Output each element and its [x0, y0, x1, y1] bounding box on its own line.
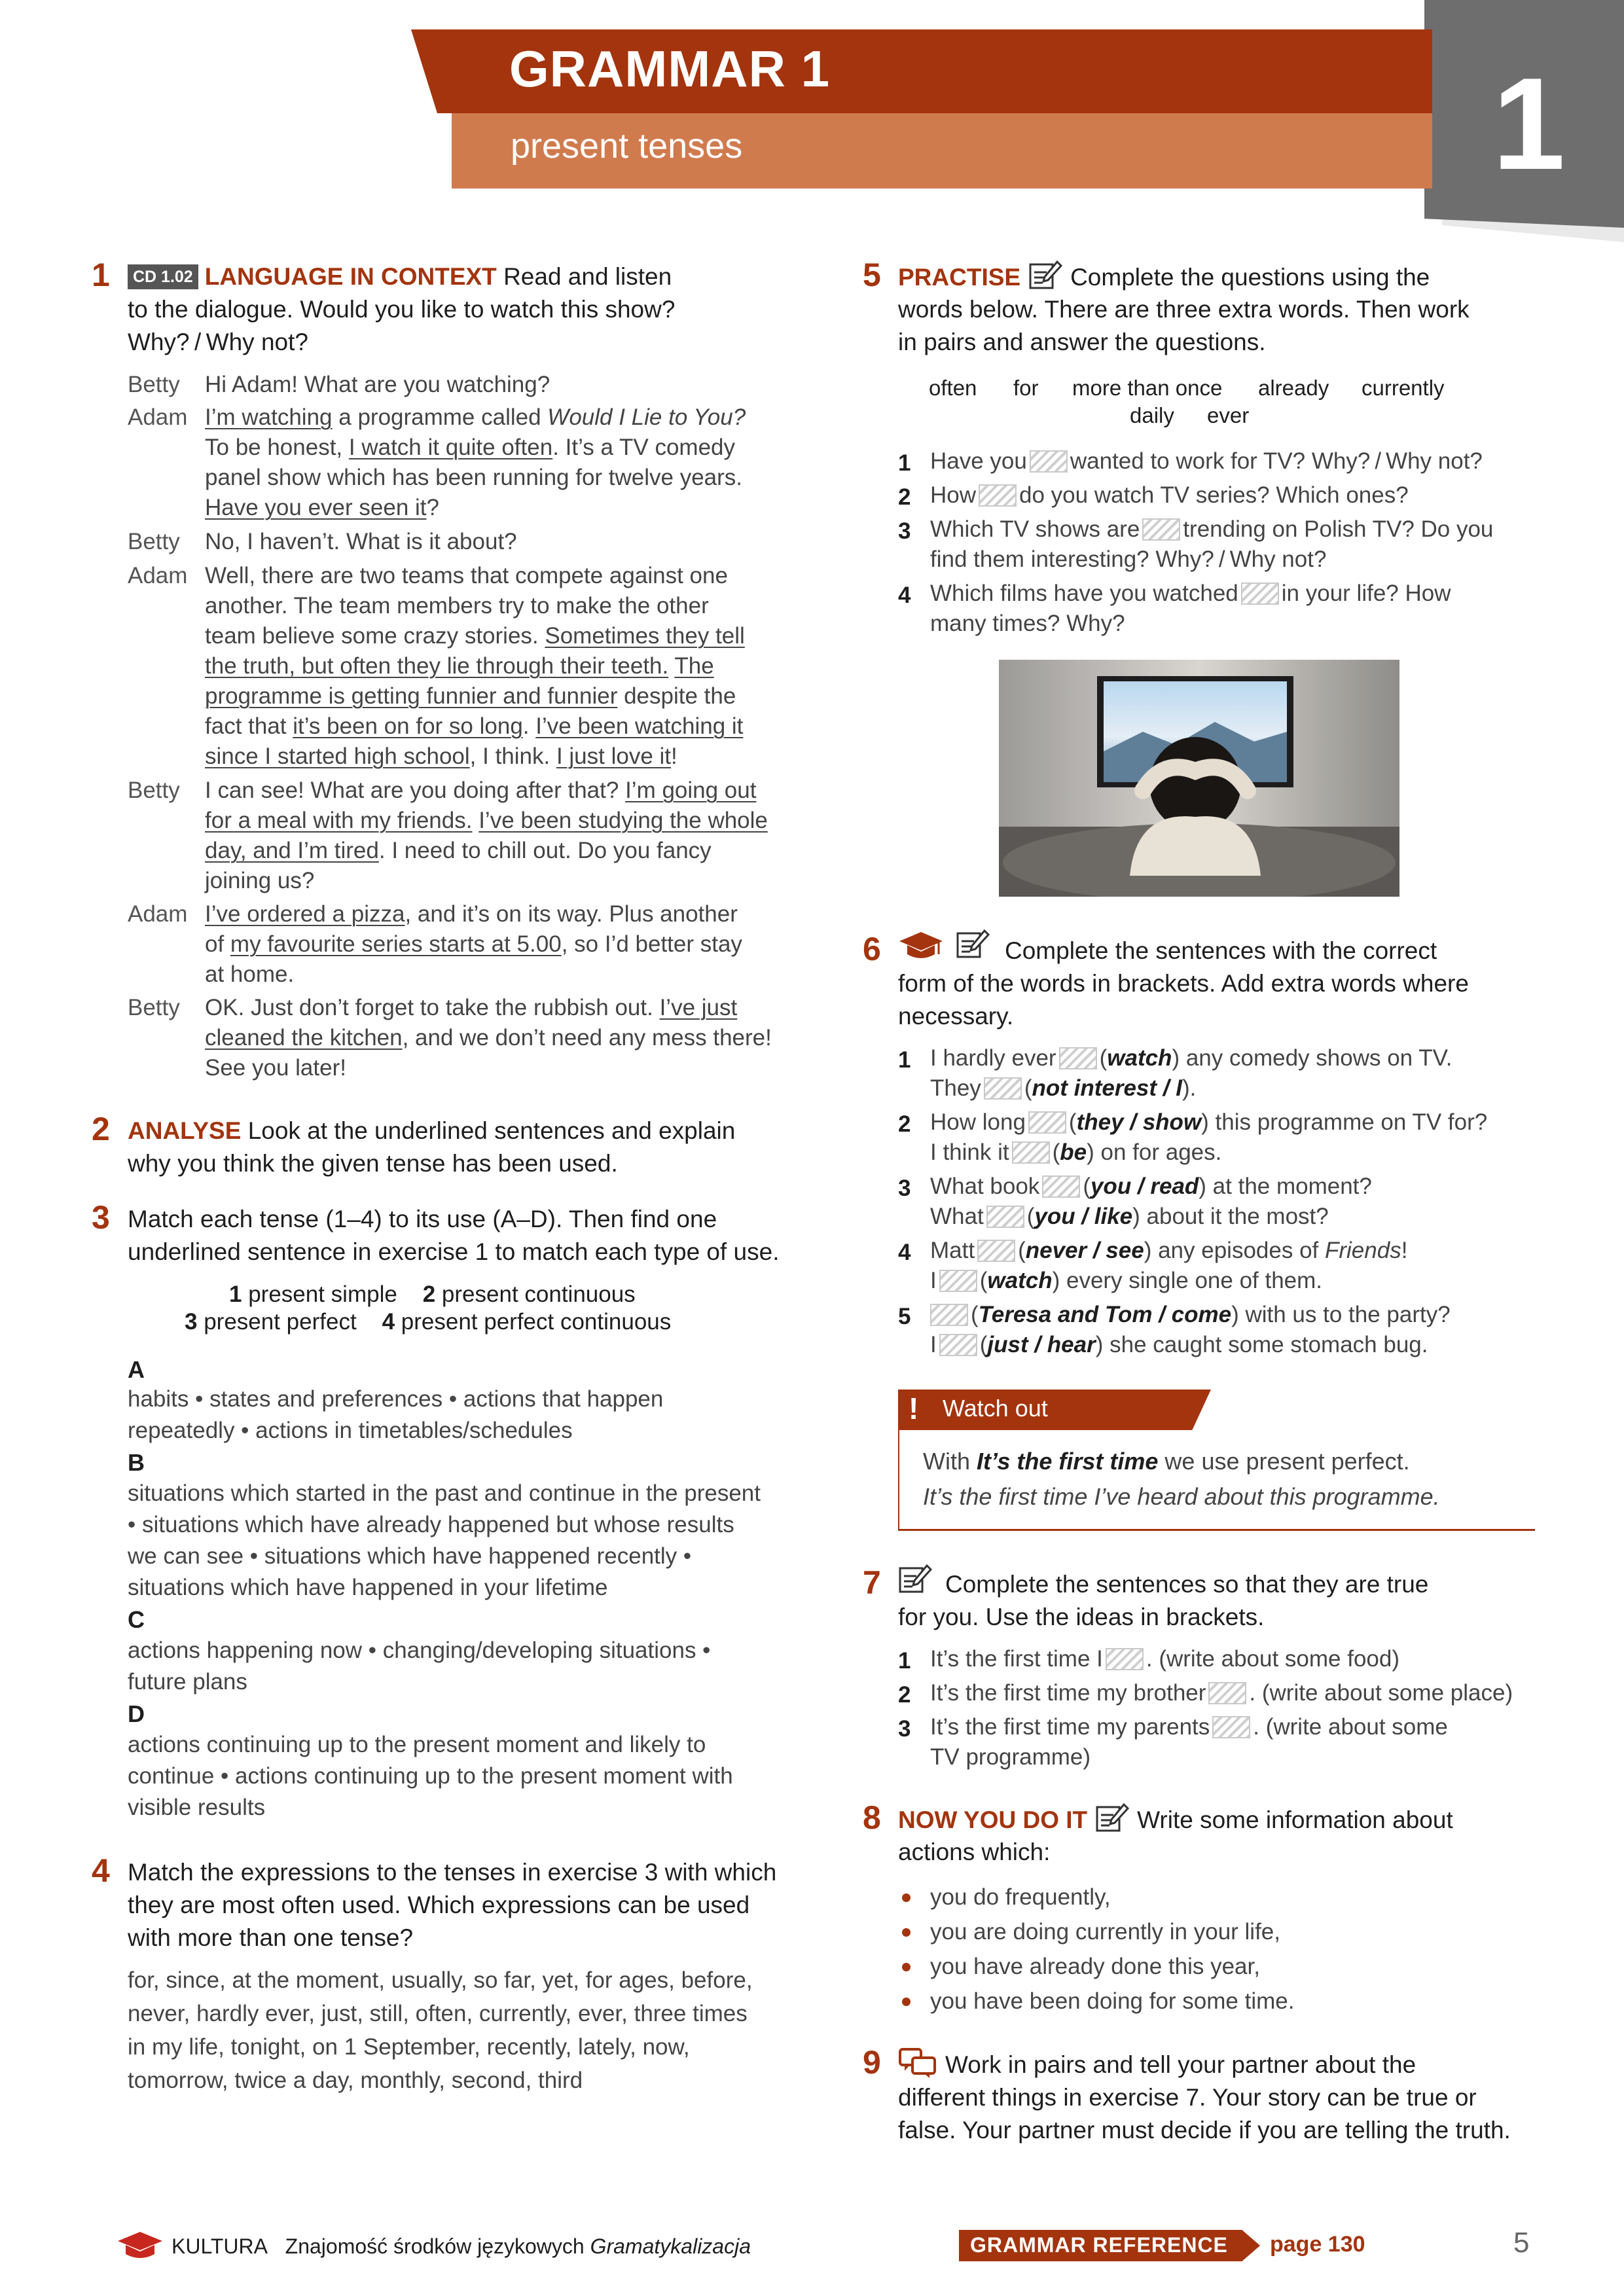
watch-out-rule: With It’s the first time we use present perfect. — [923, 1448, 1410, 1475]
answer-gap[interactable] — [939, 1270, 977, 1292]
footer-series: KULTURA Znajomość środków językowych Gramatykalizacja — [171, 2234, 751, 2258]
bullet — [902, 1963, 911, 1971]
use-b-line: situations which have happened in your lifetime — [128, 1575, 608, 1600]
dialogue-line: of my favourite series starts at 5.00, so I’d better stay — [205, 931, 742, 957]
page-subtitle: present tenses — [511, 126, 743, 166]
exercise-1-instruction-text: Read and listen — [503, 263, 672, 290]
use-heading-c: C — [128, 1606, 145, 1633]
exercise-5-instruction-line-2: words below. There are three extra words. Then work — [898, 296, 1470, 323]
exercise-1-instruction-line-1 — [128, 260, 672, 293]
dialogue-line: since I started high school, I think. I just love it! — [205, 744, 677, 769]
dialogue-line: another. The team members try to make the other — [205, 593, 709, 619]
sentence-number: 2 — [898, 1111, 911, 1137]
exercise-2-label: ANALYSE — [128, 1117, 242, 1144]
word-box-item: ever — [1207, 403, 1250, 427]
dialogue-line: I’m watching a programme called Would I Lie to You? — [205, 404, 746, 430]
exercise-9-instruction-line-1: Work in pairs and tell your partner about the — [945, 2051, 1416, 2078]
page-title: GRAMMAR 1 — [509, 40, 830, 98]
sentence-number: 2 — [898, 1682, 911, 1708]
dialogue-line: team believe some crazy stories. Sometimes they tell — [205, 623, 745, 649]
use-heading-d: D — [128, 1700, 145, 1727]
sentence-text: How long (they / show) this programme on TV for? — [930, 1109, 1488, 1135]
question-text: Which films have you watched in your life? How — [930, 581, 1451, 606]
bullet-item: you do frequently, — [930, 1884, 1111, 1910]
exercise-6-instruction-line-1: Complete the sentences with the correct — [1005, 937, 1437, 964]
sentence-text: I think it (be) on for ages. — [930, 1139, 1222, 1165]
sentence-text: What (you / like) about it the most? — [930, 1204, 1329, 1229]
use-d-line: continue • actions continuing up to the present moment with — [128, 1763, 733, 1789]
expressions-line: never, hardly ever, just, still, often, currently, ever, three times — [128, 2001, 748, 2026]
dialogue-line: Hi Adam! What are you watching? — [205, 372, 550, 397]
use-b-line: • situations which have already happened but whose results — [128, 1512, 734, 1537]
exercise-8-label: NOW YOU DO IT — [898, 1806, 1088, 1833]
speaker-adam: Adam — [128, 563, 188, 588]
exercise-5-instruction-line-3: in pairs and answer the questions. — [898, 329, 1266, 355]
use-a-line: repeatedly • actions in timetables/schedules — [128, 1418, 573, 1443]
dialogue-line: See you later! — [205, 1055, 346, 1081]
dialogue-line: for a meal with my friends. I’ve been studying the whole — [205, 808, 768, 833]
sentence-text: It’s the first time my brother . (write about some place) — [930, 1680, 1513, 1706]
sentence-text: (Teresa and Tom / come) with us to the party? — [930, 1300, 1451, 1330]
exercise-6-instruction-line-3: necessary. — [898, 1003, 1014, 1030]
dialogue-line: day, and I’m tired. I need to chill out. Do you fancy — [205, 838, 712, 863]
answer-gap[interactable] — [1042, 1175, 1080, 1198]
exclamation-icon: ! — [909, 1391, 919, 1426]
exercise-1-instruction-line-2: to the dialogue. Would you like to watch this show? — [128, 296, 676, 323]
question-text: Which TV shows are trending on Polish TV? Do you — [930, 516, 1494, 542]
question-number: 4 — [898, 583, 911, 608]
speaker-betty: Betty — [128, 529, 180, 554]
exercise-3-instruction-line-1: Match each tense (1–4) to its use (A–D). Then find one — [128, 1206, 717, 1232]
exercise-1-label: LANGUAGE IN CONTEXT — [204, 263, 497, 290]
exercise-5-label: PRACTISE — [898, 264, 1021, 291]
exercise-1-instruction-line-3: Why? / Why not? — [128, 329, 308, 355]
cd-track-badge: CD 1.02 — [128, 264, 198, 289]
exercise-4-number: 4 — [92, 1852, 110, 1889]
sentence-text: Matt (never / see) any episodes of Friends! — [930, 1238, 1408, 1263]
sentence-number: 3 — [898, 1175, 911, 1201]
question-text: Have you wanted to work for TV? Why? / Why not? — [930, 448, 1483, 474]
exercise-9-number: 9 — [863, 2044, 881, 2081]
use-c-line: actions happening now • changing/developing situations • — [128, 1638, 711, 1663]
use-a-line: habits • states and preferences • actions that happen — [128, 1386, 664, 1412]
exercise-8-instruction-line-2: actions which: — [898, 1839, 1051, 1865]
exercise-6-instruction-line-2: form of the words in brackets. Add extra words where — [898, 970, 1469, 997]
speaker-adam: Adam — [128, 901, 188, 927]
speaker-betty: Betty — [128, 778, 180, 803]
sentence-text: It’s the first time my parents . (write about some — [930, 1714, 1448, 1740]
graduation-cap-icon — [898, 929, 944, 967]
use-b-line: we can see • situations which have happened recently • — [128, 1543, 692, 1569]
answer-gap[interactable] — [1241, 583, 1279, 605]
kultura-logo-icon — [117, 2229, 164, 2265]
exercise-8-instruction-line-1: NOW YOU DO IT Write some information about — [898, 1803, 1453, 1842]
dialogue-line: OK. Just don’t forget to take the rubbish out. I’ve just — [205, 995, 738, 1020]
exercise-9-instruction-line-3: false. Your partner must decide if you are telling the truth. — [898, 2117, 1511, 2144]
speech-bubbles-icon — [898, 2047, 937, 2082]
pencil-icon — [898, 1564, 932, 1598]
dialogue-line: panel show which has been running for twelve years. — [205, 465, 743, 490]
word-box-item: daily — [1130, 403, 1174, 427]
pencil-icon — [1095, 1803, 1129, 1842]
use-c-line: future plans — [128, 1669, 247, 1695]
answer-gap[interactable] — [1106, 1648, 1144, 1670]
question-number: 2 — [898, 484, 911, 510]
use-heading-a: A — [128, 1356, 145, 1383]
answer-gap[interactable] — [986, 1206, 1024, 1228]
answer-gap[interactable] — [1030, 450, 1068, 473]
answer-gap[interactable] — [979, 484, 1017, 507]
word-box-item: more than once — [1072, 376, 1223, 400]
expressions-line: for, since, at the moment, usually, so far, yet, for ages, before, — [128, 1967, 753, 1993]
answer-gap[interactable] — [1212, 1716, 1250, 1738]
watch-out-example: It’s the first time I’ve heard about this programme. — [923, 1483, 1440, 1510]
word-box-item: for — [1013, 376, 1039, 400]
bullet-item: you have already done this year, — [930, 1954, 1260, 1979]
exercise-1-number: 1 — [92, 257, 110, 293]
bullet — [902, 1893, 911, 1902]
expressions-line: tomorrow, twice a day, monthly, second, third — [128, 2068, 583, 2093]
exercise-5-instruction-line-1: PRACTISE Complete the questions using the — [898, 260, 1430, 299]
page-number: 5 — [1513, 2227, 1530, 2259]
exercise-8-number: 8 — [863, 1799, 881, 1836]
unit-number: 1 — [1492, 51, 1566, 197]
exercise-3-instruction-line-2: underlined sentence in exercise 1 to match each type of use. — [128, 1238, 780, 1265]
dialogue-line: fact that it’s been on for so long. I’ve been watching it — [205, 713, 744, 739]
exercise-2-instruction-line-2: why you think the given tense has been used. — [128, 1150, 618, 1177]
answer-gap[interactable] — [1208, 1682, 1246, 1704]
exercise-7-number: 7 — [863, 1564, 881, 1601]
sentence-text: I (watch) every single one of them. — [930, 1268, 1323, 1293]
use-heading-b: B — [128, 1449, 145, 1476]
use-d-line: actions continuing up to the present moment and likely to — [128, 1732, 706, 1757]
use-b-line: situations which started in the past and continue in the present — [128, 1480, 761, 1506]
word-box-item: often — [929, 376, 977, 400]
sentence-number: 1 — [898, 1047, 911, 1073]
sentence-number: 4 — [898, 1240, 911, 1265]
pencil-icon — [956, 929, 990, 963]
answer-gap[interactable] — [977, 1240, 1015, 1262]
dialogue-line: Well, there are two teams that compete against one — [205, 563, 728, 588]
sentence-text: I hardly ever (watch) any comedy shows on TV. — [930, 1045, 1453, 1071]
question-text: find them interesting? Why? / Why not? — [930, 547, 1327, 572]
dialogue-line: the truth, but often they lie through their teeth. The — [205, 653, 714, 679]
tense-list-row-1: 1 present simple 2 present continuous — [229, 1282, 636, 1307]
grammar-reference-page[interactable]: page 130 — [1270, 2232, 1365, 2257]
footer-brand: KULTURA — [171, 2234, 268, 2258]
dialogue-line: programme is getting funnier and funnier despite the — [205, 683, 736, 709]
grammar-reference-label[interactable]: GRAMMAR REFERENCE — [970, 2233, 1228, 2257]
sentence-text: They (not interest / I). — [930, 1075, 1197, 1101]
dialogue-line: at home. — [205, 961, 295, 987]
bullet — [902, 1998, 911, 2006]
dialogue-line: I’ve ordered a pizza, and it’s on its way. Plus another — [205, 901, 738, 927]
dialogue-line: To be honest, I watch it quite often. It’s a TV comedy — [205, 435, 736, 460]
answer-gap[interactable] — [939, 1334, 977, 1356]
sentence-number: 5 — [898, 1304, 911, 1329]
answer-gap[interactable] — [1028, 1111, 1066, 1134]
tv-watching-photo — [999, 660, 1399, 897]
tense-list-row-2: 3 present perfect 4 present perfect continuous — [185, 1309, 672, 1335]
exercise-7-instruction-line-1: Complete the sentences so that they are true — [945, 1571, 1429, 1598]
sentence-number: 3 — [898, 1716, 911, 1742]
exercise-9-instruction-line-2: different things in exercise 7. Your story can be true or — [898, 2084, 1477, 2111]
question-text: many times? Why? — [930, 611, 1125, 636]
exercise-7-instruction-line-2: for you. Use the ideas in brackets. — [898, 1604, 1265, 1630]
word-box-item: already — [1258, 376, 1329, 400]
watch-out-title: Watch out — [943, 1395, 1048, 1422]
answer-gap[interactable] — [930, 1304, 968, 1326]
exercise-5-number: 5 — [863, 257, 881, 293]
question-number: 3 — [898, 518, 911, 544]
watch-out-box — [898, 1430, 1535, 1531]
sentence-text: TV programme) — [930, 1744, 1091, 1770]
sentence-text: It’s the first time I . (write about some food) — [930, 1646, 1399, 1672]
sentence-number: 1 — [898, 1648, 911, 1674]
bullet-item: you are doing currently in your life, — [930, 1919, 1280, 1945]
bullet — [902, 1928, 911, 1937]
exercise-4-instruction-line-1: Match the expressions to the tenses in exercise 3 with which — [128, 1859, 777, 1886]
exercise-4-instruction-line-2: they are most often used. Which expressions can be used — [128, 1892, 750, 1918]
sentence-text: What book (you / read) at the moment? — [930, 1174, 1372, 1199]
speaker-betty: Betty — [128, 372, 180, 397]
dialogue-line: Have you ever seen it? — [205, 495, 439, 520]
dialogue-line: joining us? — [205, 868, 315, 893]
dialogue-line: No, I haven’t. What is it about? — [205, 529, 517, 554]
question-number: 1 — [898, 450, 911, 476]
answer-gap[interactable] — [1059, 1047, 1097, 1069]
speaker-betty: Betty — [128, 995, 180, 1020]
exercise-3-number: 3 — [92, 1199, 110, 1236]
expressions-line: in my life, tonight, on 1 September, recently, lately, now, — [128, 2034, 690, 2060]
bullet-item: you have been doing for some time. — [930, 1988, 1295, 2014]
answer-gap[interactable] — [984, 1077, 1022, 1100]
dialogue-line: cleaned the kitchen, and we don’t need any mess there! — [205, 1025, 772, 1050]
answer-gap[interactable] — [1142, 518, 1180, 541]
exercise-2-instruction-line-1: ANALYSE Look at the underlined sentences and explain — [128, 1117, 736, 1144]
exercise-6-number: 6 — [863, 931, 881, 967]
dialogue-line: I can see! What are you doing after that? I’m going out — [205, 778, 757, 803]
use-d-line: visible results — [128, 1795, 266, 1820]
word-box-item: currently — [1362, 376, 1445, 400]
question-text: How do you watch TV series? Which ones? — [930, 482, 1409, 508]
sentence-text: I (just / hear) she caught some stomach bug. — [930, 1332, 1428, 1357]
exercise-4-instruction-line-3: with more than one tense? — [128, 1924, 414, 1951]
speaker-adam: Adam — [128, 404, 188, 430]
exercise-2-number: 2 — [92, 1111, 110, 1147]
answer-gap[interactable] — [1012, 1141, 1050, 1164]
